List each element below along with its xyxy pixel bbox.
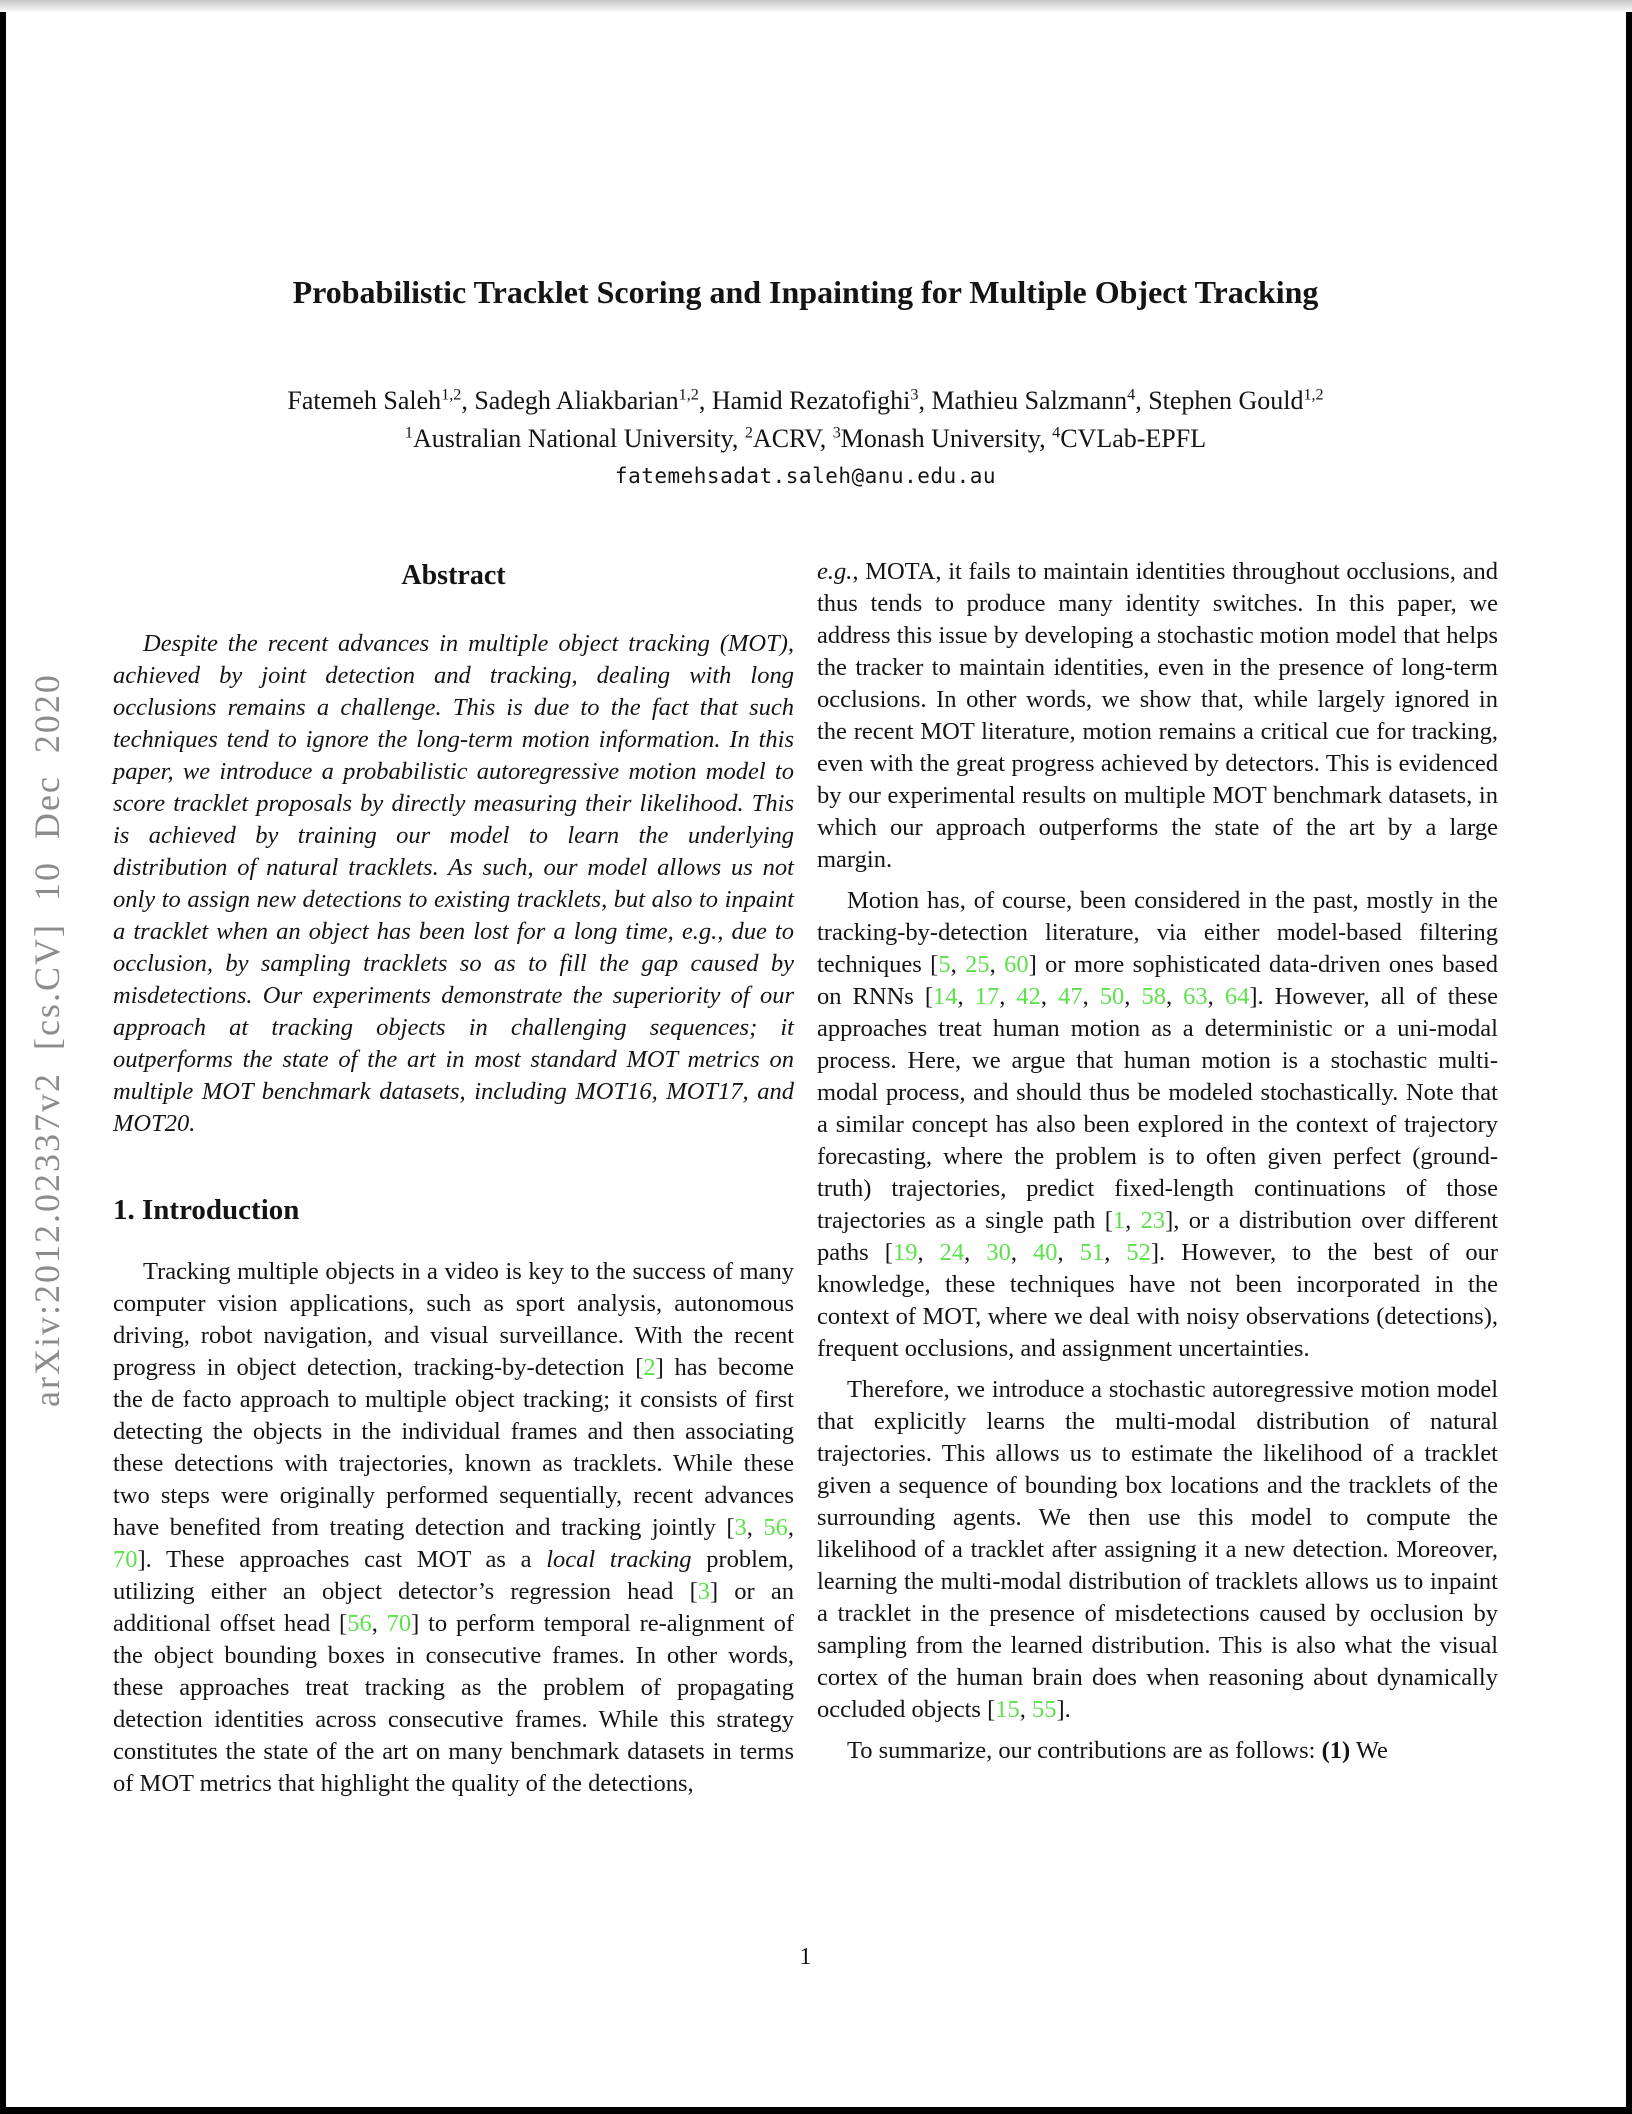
page-border-left: [0, 12, 6, 2114]
italic-text: local tracking: [546, 1546, 692, 1573]
citation-link[interactable]: 58: [1141, 983, 1166, 1010]
page-border-right: [1626, 12, 1632, 2114]
citation-link[interactable]: 70: [386, 1610, 412, 1637]
author-superscript: 2: [744, 424, 753, 442]
citation-link[interactable]: 3: [734, 1514, 747, 1541]
intro-paragraph: Tracking multiple objects in a video is key to the success of many computer vision applications, such as sport analysis, autonomous driving, robot navigation, and visual surveillance. With the recent progress in object detection, tracking-by-detection [2] has become the de facto approach to multiple object tracking; it consists of first detecting the objects in the individual frames and then associating these detections with trajectories, known as tracklets. While these two steps were originally performed sequentially, recent advances have benefited from treating detection and tracking jointly [3, 56, 70]. These approaches cast MOT as a local tracking problem, utilizing either an object detector’s regression head [3] or an additional offset head [56, 70] to perform temporal re-alignment of the object bounding boxes in consecutive frames. In other words, these approaches treat tracking as the problem of propagating detection identities across consecutive frames. While this strategy constitutes the state of the art on many benchmark datasets in terms of MOT metrics that highlight the quality of the detections,: [113, 1258, 795, 1797]
citation-link[interactable]: 2: [643, 1354, 656, 1381]
citation-link[interactable]: 24: [939, 1239, 965, 1266]
two-column-body: [113, 556, 1498, 1800]
page-number: 1: [799, 1944, 812, 1970]
citation-link[interactable]: 64: [1224, 983, 1250, 1010]
body-paragraph: Therefore, we introduce a stochastic autoregressive motion model that explicitly learns the multi-modal distribution of natural trajectories. This allows us to estimate the likelihood of a tracklet given a sequence of bounding box locations and the tracklets of the surrounding agents. We then use this model to compute the likelihood of a tracklet after assigning it a new detection. Moreover, learning the multi-modal distribution of tracklets allows us to inpaint a tracklet in the presence of misdetections caused by occlusion by sampling from the learned distribution. This is also what the visual cortex of the human brain does when reasoning about dynamically occluded objects [15, 55].: [817, 1376, 1498, 1723]
author-superscript: 1,2: [1303, 386, 1324, 404]
author-superscript: 1,2: [678, 386, 699, 404]
citation-link[interactable]: 50: [1099, 983, 1125, 1010]
author-superscript: 1,2: [441, 386, 462, 404]
citation-link[interactable]: 23: [1140, 1207, 1166, 1234]
paper-title: Probabilistic Tracklet Scoring and Inpainting for Multiple Object Tracking: [292, 274, 1319, 310]
arxiv-watermark: arXiv:2012.02337v2 [cs.CV] 10 Dec 2020: [27, 673, 67, 1407]
page-top-shadow: [0, 0, 1632, 13]
author-superscript: 1: [404, 424, 413, 442]
citation-link[interactable]: 60: [1004, 951, 1029, 978]
citation-link[interactable]: 19: [892, 1239, 918, 1266]
citation-link[interactable]: 3: [697, 1578, 710, 1605]
affiliation-line: $^1$Australian National University, $^2$ACRV, $^3$Monash University, $^4$CVLab-EPFL: [404, 424, 1207, 453]
citation-link[interactable]: 56: [347, 1610, 372, 1637]
citation-link[interactable]: 30: [986, 1239, 1011, 1266]
citation-link[interactable]: 15: [995, 1696, 1020, 1723]
citation-link[interactable]: 17: [974, 983, 1000, 1010]
citation-link[interactable]: 40: [1033, 1239, 1058, 1266]
author-superscript: 3: [832, 424, 841, 442]
citation-link[interactable]: 56: [763, 1514, 788, 1541]
contact-email[interactable]: fatemehsadat.saleh@anu.edu.au: [614, 464, 997, 488]
italic-text: e.g.: [817, 558, 853, 585]
citation-link[interactable]: 63: [1183, 983, 1208, 1010]
abstract-paragraph: Despite the recent advances in multiple object tracking (MOT), achieved by joint detection and tracking, dealing with long occlusions remains a challenge. This is due to the fact that such techniques tend to ignore the long-term motion information. In this paper, we introduce a probabilistic autoregressive motion model to score tracklet proposals by directly measuring their likelihood. This is achieved by training our model to learn the underlying distribution of natural tracklets. As such, our model allows us not only to assign new detections to existing tracklets, but also to inpaint a tracklet when an object has been lost for a long time, e.g., due to occlusion, by sampling tracklets so as to fill the gap caused by misdetections. Our experiments demonstrate the superiority of our approach at tracking objects in challenging sequences; it outperforms the state of the art in most standard MOT metrics on multiple MOT benchmark datasets, including MOT16, MOT17, and MOT20.: [113, 630, 794, 1137]
citation-link[interactable]: 51: [1079, 1239, 1105, 1266]
author-superscript: 4: [1052, 424, 1061, 442]
citation-link[interactable]: 52: [1126, 1239, 1151, 1266]
citation-link[interactable]: 47: [1058, 983, 1083, 1010]
citation-link[interactable]: 55: [1032, 1696, 1057, 1723]
author-line: Fatemeh Saleh$^{1,2}$, Sadegh Aliakbarian$^{1,2}$, Hamid Rezatofighi$^3$, Mathieu Salzmann$^4$, Stephen Gould$^{1,2}$: [287, 386, 1324, 415]
author-superscript: 3: [910, 386, 919, 404]
right-column: [817, 556, 1498, 1800]
body-paragraph: Motion has, of course, been considered in the past, mostly in the tracking-by-detection literature, via either model-based filtering techniques [5, 25, 60] or more sophisticated data-driven ones based on RNNs [14, 17, 42, 47, 50, 58, 63, 64]. However, all of these approaches treat human motion as a deterministic or a uni-modal process. Here, we argue that human motion is a stochastic multi-modal process, and should thus be modeled stochastically. Note that a similar concept has also been explored in the context of trajectory forecasting, where the problem is to often given perfect (ground-truth) trajectories, predict fixed-length continuations of those trajectories as a single path [1, 23], or a distribution over different paths [19, 24, 30, 40, 51, 52]. However, to the best of our knowledge, these techniques have not been incorporated in the context of MOT, where we deal with noisy observations (detections), frequent occlusions, and assignment uncertainties.: [817, 887, 1499, 1362]
author-superscript: 4: [1127, 386, 1136, 404]
body-paragraph: To summarize, our contributions are as follows: (1) We: [847, 1737, 1388, 1764]
citation-link[interactable]: 1: [1112, 1207, 1126, 1234]
left-column: [113, 556, 794, 1800]
citation-link[interactable]: 25: [965, 951, 990, 978]
page-border-bottom: [0, 2107, 1632, 2114]
citation-link[interactable]: 5: [938, 951, 951, 978]
abstract-heading: Abstract: [401, 560, 506, 591]
bold-text: (1): [1321, 1737, 1351, 1764]
body-paragraph: e.g., MOTA, it fails to maintain identities throughout occlusions, and thus tends to produce many identity switches. In this paper, we address this issue by developing a stochastic motion model that helps the tracker to maintain identities, even in the presence of long-term occlusions. In other words, we show that, while largely ignored in the recent MOT literature, motion remains a critical cue for tracking, even with the great progress achieved by detectors. This is evidenced by our experimental results on multiple MOT benchmark datasets, in which our approach outperforms the state of the art by a large margin.: [817, 558, 1498, 873]
citation-link[interactable]: 70: [113, 1546, 138, 1573]
section-heading-introduction: 1. Introduction: [113, 1194, 300, 1226]
citation-link[interactable]: 14: [933, 983, 958, 1010]
citation-link[interactable]: 42: [1016, 983, 1041, 1010]
